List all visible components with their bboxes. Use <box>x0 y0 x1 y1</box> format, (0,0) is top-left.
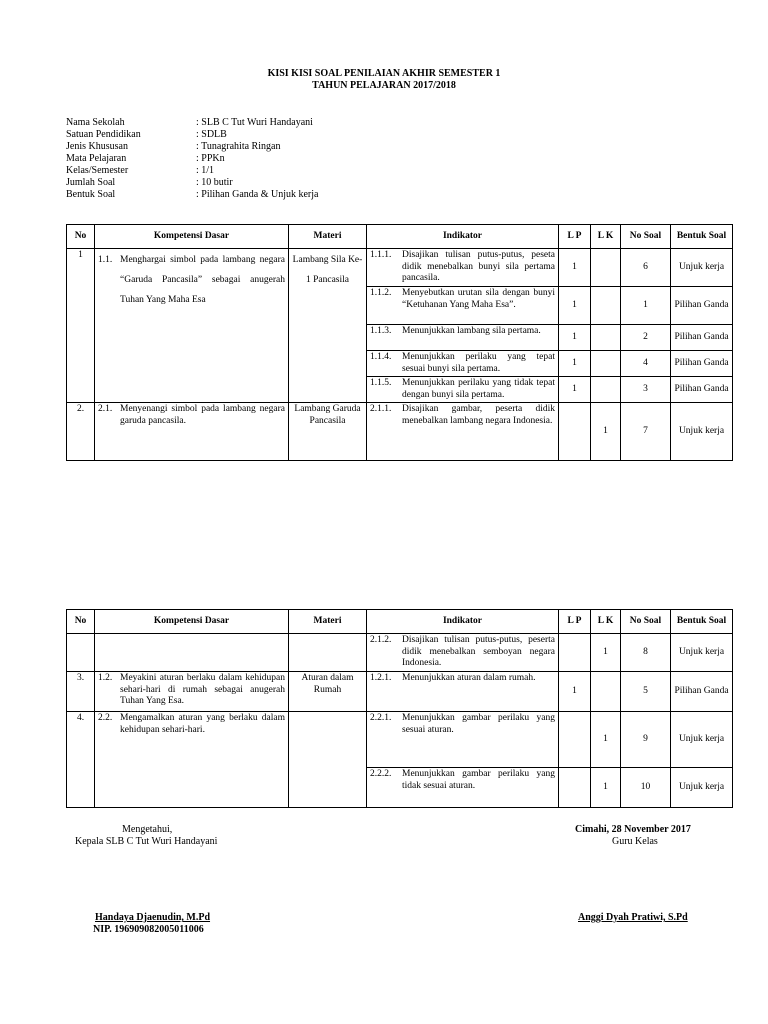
table-row <box>67 712 733 768</box>
header-lk: L K <box>591 610 621 634</box>
header-lp: L P <box>559 225 591 249</box>
lk-cell: 1 <box>591 768 621 808</box>
header-materi: Materi <box>289 225 367 249</box>
indikator-cell <box>367 249 559 287</box>
document-title: KISI KISI SOAL PENILAIAN AKHIR SEMESTER 1 <box>267 68 501 79</box>
indikator-text: Disajikan tulisan putus-putus, peserta didik menebalkan semboyan negara Indonesia. <box>402 635 555 668</box>
header-indikator: Indikator <box>367 610 559 634</box>
indikator-number: 2.2.2. <box>370 769 392 779</box>
kd-text: Menghargai simbol pada lambang negara “Garuda Pancasila” sebagai anugerah Tuhan Yang Maha Esa <box>120 255 285 305</box>
info-value: : 1/1 <box>196 165 215 176</box>
indikator-number: 1.1.3. <box>370 326 392 336</box>
sign-right-name: Anggi Dyah Pratiwi, S.Pd <box>578 912 688 923</box>
sign-left-acknowledged: Mengetahui, <box>122 824 173 835</box>
materi-cell: Lambang Sila Ke-1 Pancasila <box>289 249 367 403</box>
document-subtitle: TAHUN PELAJARAN 2017/2018 <box>312 80 456 91</box>
info-label: Jumlah Soal <box>66 177 116 188</box>
sign-left-nip: NIP. 196909082005011006 <box>93 924 204 935</box>
no-soal-cell: 4 <box>621 351 671 377</box>
indikator-cell <box>367 672 559 712</box>
kd-number: 2.1. <box>98 404 113 414</box>
materi-cell <box>289 634 367 672</box>
indikator-cell <box>367 325 559 351</box>
header-materi: Materi <box>289 610 367 634</box>
indikator-number: 2.2.1. <box>370 713 392 723</box>
table-row <box>67 249 733 287</box>
no-soal-cell: 1 <box>621 287 671 325</box>
bentuk-cell: Unjuk kerja <box>671 712 733 768</box>
lk-cell <box>591 672 621 712</box>
kd-cell <box>95 634 289 672</box>
no-soal-cell: 3 <box>621 377 671 403</box>
no-soal-cell: 2 <box>621 325 671 351</box>
header-bentuk: Bentuk Soal <box>671 225 733 249</box>
bentuk-cell: Pilihan Ganda <box>671 287 733 325</box>
indikator-number: 1.1.1. <box>370 250 392 260</box>
row-no: 3. <box>67 672 95 712</box>
kd-text: Menyenangi simbol pada lambang negara garuda pancasila. <box>120 404 285 426</box>
indikator-cell <box>367 403 559 461</box>
kisi-table-2 <box>66 609 733 808</box>
indikator-text: Menunjukkan perilaku yang tidak tepat dengan bunyi sila pertama. <box>402 378 555 400</box>
indikator-text: Menunjukkan perilaku yang tepat sesuai bunyi sila pertama. <box>402 352 555 374</box>
indikator-number: 2.1.1. <box>370 404 392 414</box>
indikator-cell <box>367 351 559 377</box>
sign-left-position: Kepala SLB C Tut Wuri Handayani <box>75 836 218 847</box>
header-no-soal: No Soal <box>621 225 671 249</box>
lk-cell <box>591 351 621 377</box>
header-no: No <box>67 225 95 249</box>
indikator-cell <box>367 634 559 672</box>
materi-cell: Aturan dalam Rumah <box>289 672 367 712</box>
no-soal-cell: 9 <box>621 712 671 768</box>
lp-cell <box>559 634 591 672</box>
bentuk-cell: Unjuk kerja <box>671 403 733 461</box>
lp-cell: 1 <box>559 672 591 712</box>
table-header-row <box>67 225 733 249</box>
lp-cell <box>559 403 591 461</box>
lp-cell: 1 <box>559 325 591 351</box>
lk-cell <box>591 377 621 403</box>
lk-cell <box>591 325 621 351</box>
no-soal-cell: 8 <box>621 634 671 672</box>
indikator-number: 1.1.5. <box>370 378 392 388</box>
header-kd: Kompetensi Dasar <box>95 610 289 634</box>
header-no-soal: No Soal <box>621 610 671 634</box>
lp-cell <box>559 712 591 768</box>
indikator-number: 1.1.4. <box>370 352 392 362</box>
sign-left-name: Handaya Djaenudin, M.Pd <box>95 912 211 923</box>
kd-cell <box>95 403 289 461</box>
kd-number: 1.2. <box>98 673 113 683</box>
lp-cell <box>559 768 591 808</box>
no-soal-cell: 7 <box>621 403 671 461</box>
info-value: : Pilihan Ganda & Unjuk kerja <box>196 189 319 200</box>
header-lk: L K <box>591 225 621 249</box>
lk-cell <box>591 249 621 287</box>
kd-text: Meyakini aturan berlaku dalam kehidupan sehari-hari di rumah sebagai anugerah Tuhan Yang Esa. <box>120 673 285 706</box>
indikator-cell <box>367 768 559 808</box>
info-value: : SDLB <box>196 129 227 140</box>
row-no <box>67 634 95 672</box>
indikator-text: Menunjukkan aturan dalam rumah. <box>402 673 536 683</box>
bentuk-cell: Pilihan Ganda <box>671 672 733 712</box>
indikator-cell <box>367 287 559 325</box>
indikator-number: 1.2.1. <box>370 673 392 683</box>
kd-cell <box>95 672 289 712</box>
lp-cell: 1 <box>559 377 591 403</box>
info-label: Nama Sekolah <box>66 117 125 128</box>
info-label: Kelas/Semester <box>66 165 129 176</box>
info-value: : PPKn <box>196 153 225 164</box>
sign-right-position: Guru Kelas <box>612 836 658 847</box>
info-value: : SLB C Tut Wuri Handayani <box>196 117 313 128</box>
row-no: 4. <box>67 712 95 808</box>
kd-cell <box>95 712 289 808</box>
table-row <box>67 403 733 461</box>
indikator-text: Menunjukkan lambang sila pertama. <box>402 326 541 336</box>
header-lp: L P <box>559 610 591 634</box>
kd-text: Mengamalkan aturan yang berlaku dalam kehidupan sehari-hari. <box>120 713 285 735</box>
no-soal-cell: 10 <box>621 768 671 808</box>
bentuk-cell: Pilihan Ganda <box>671 325 733 351</box>
indikator-text: Menyebutkan urutan sila dengan bunyi “Ketuhanan Yang Maha Esa”. <box>402 288 555 310</box>
header-indikator: Indikator <box>367 225 559 249</box>
info-value: : 10 butir <box>196 177 233 188</box>
no-soal-cell: 5 <box>621 672 671 712</box>
row-no: 1 <box>67 249 95 403</box>
bentuk-cell: Unjuk kerja <box>671 768 733 808</box>
header-kd: Kompetensi Dasar <box>95 225 289 249</box>
indikator-text: Disajikan gambar, peserta didik menebalkan lambang negara Indonesia. <box>402 404 555 426</box>
bentuk-cell: Pilihan Ganda <box>671 351 733 377</box>
table-header-row <box>67 610 733 634</box>
lp-cell: 1 <box>559 249 591 287</box>
header-bentuk: Bentuk Soal <box>671 610 733 634</box>
bentuk-cell: Unjuk kerja <box>671 634 733 672</box>
bentuk-cell: Pilihan Ganda <box>671 377 733 403</box>
sign-right-date: Cimahi, 28 November 2017 <box>575 824 691 835</box>
lk-cell: 1 <box>591 712 621 768</box>
table-row <box>67 672 733 712</box>
info-label: Jenis Khususan <box>66 141 128 152</box>
materi-cell <box>289 712 367 808</box>
lp-cell: 1 <box>559 287 591 325</box>
kd-cell <box>95 249 289 403</box>
kd-number: 1.1. <box>98 255 113 265</box>
indikator-cell <box>367 377 559 403</box>
indikator-text: Menunjukkan gambar perilaku yang sesuai aturan. <box>402 713 555 735</box>
indikator-text: Menunjukkan gambar perilaku yang tidak sesuai aturan. <box>402 769 555 791</box>
indikator-text: Disajikan tulisan putus-putus, peseta didik menebalkan bunyi sila pertama pancasila. <box>402 250 555 283</box>
lk-cell: 1 <box>591 403 621 461</box>
lp-cell: 1 <box>559 351 591 377</box>
kd-number: 2.2. <box>98 713 113 723</box>
info-label: Satuan Pendidikan <box>66 129 141 140</box>
table-row <box>67 634 733 672</box>
info-value: : Tunagrahita Ringan <box>196 141 281 152</box>
materi-cell: Lambang Garuda Pancasila <box>289 403 367 461</box>
header-no: No <box>67 610 95 634</box>
info-label: Bentuk Soal <box>66 189 116 200</box>
row-no: 2. <box>67 403 95 461</box>
indikator-number: 1.1.2. <box>370 288 392 298</box>
indikator-cell <box>367 712 559 768</box>
bentuk-cell: Unjuk kerja <box>671 249 733 287</box>
no-soal-cell: 6 <box>621 249 671 287</box>
indikator-number: 2.1.2. <box>370 635 392 645</box>
lk-cell <box>591 287 621 325</box>
info-label: Mata Pelajaran <box>66 153 127 164</box>
kisi-table-1 <box>66 224 733 461</box>
lk-cell: 1 <box>591 634 621 672</box>
